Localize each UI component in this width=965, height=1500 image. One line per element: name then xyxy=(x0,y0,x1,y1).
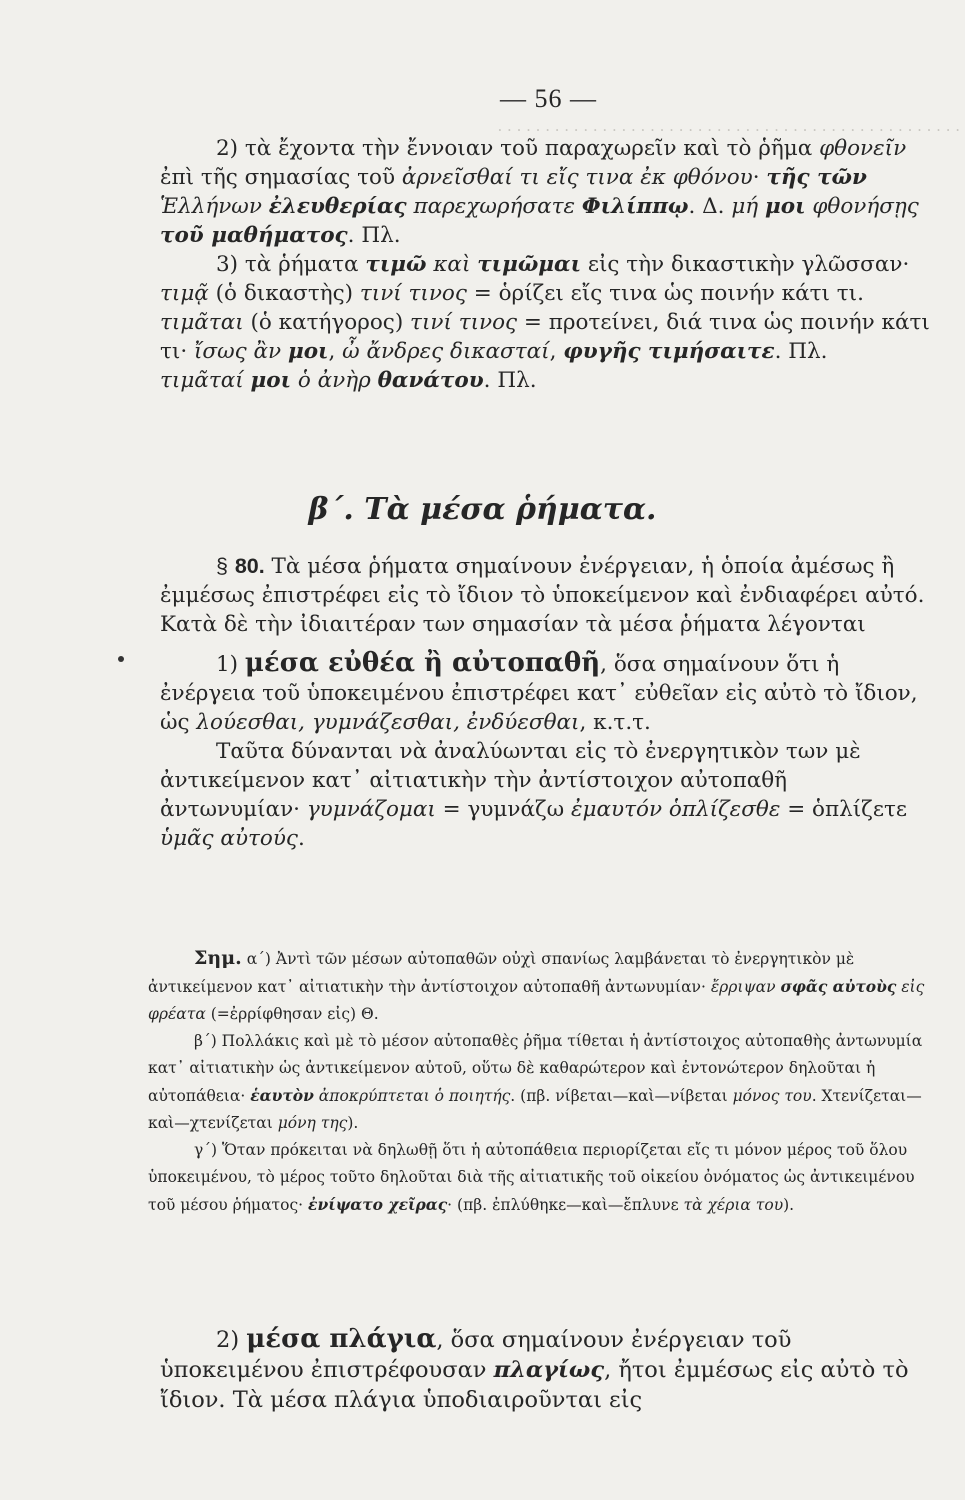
text-run: · (πβ. ἐπλύθηκε—καὶ—ἔπλυνε xyxy=(447,1196,684,1214)
text-run: = ὁπλίζετε xyxy=(780,797,907,822)
text-run: ἴσως ἂν xyxy=(194,339,282,364)
text-run: · xyxy=(752,165,767,190)
text-block-top xyxy=(160,134,930,395)
text-run: (ὁ δικαστὴς) xyxy=(208,281,360,306)
text-run: 3) τὰ ῥήματα xyxy=(216,252,366,277)
text-run: . Δ. xyxy=(688,194,732,219)
text-run: . Χτενίζεται—καὶ—χτενίζεται xyxy=(148,1087,922,1132)
text-run xyxy=(662,797,669,822)
text-run: καὶ xyxy=(426,252,478,277)
definition-tima xyxy=(160,279,930,308)
text-run: μόνη της xyxy=(277,1114,348,1132)
text-run: ). xyxy=(347,1114,359,1132)
paragraph-80 xyxy=(160,552,930,639)
text-run: γυμνάζομαι xyxy=(306,797,436,822)
text-run: εἰς τὴν δικαστικὴν γλῶσσαν· xyxy=(580,252,910,277)
text-run: πλαγίως xyxy=(493,1357,605,1383)
text-run: . Πλ. xyxy=(483,368,537,393)
paragraph-mesa-plagia xyxy=(160,1324,930,1415)
text-run: , ἤτοι ἐμμέσως εἰς αὐτὸ τὸ ἴδιον. Τὰ μέσα πλάγια ὑποδιαιροῦνται εἰς xyxy=(160,1357,909,1413)
text-run: τινί τινος xyxy=(410,310,518,335)
paragraph-analysis xyxy=(160,737,930,853)
margin-dot xyxy=(118,656,124,662)
text-run: ὦ ἄνδρες δικασταί xyxy=(342,339,550,364)
text-run xyxy=(244,368,251,393)
page-number: — 56 — xyxy=(500,84,597,113)
text-run: = προτείνει, διά τινα ὡς ποινήν κάτι τι· xyxy=(160,310,930,364)
text-run: μή xyxy=(731,194,759,219)
note-label: Σημ. xyxy=(194,947,242,969)
text-run: . (πβ. νίβεται—καὶ—νίβεται xyxy=(510,1087,733,1105)
text-run: τὰ χέρια του xyxy=(683,1196,784,1214)
note-beta xyxy=(148,1028,928,1137)
text-run: σφᾶς αὐτοὺς xyxy=(780,977,897,996)
text-run: . Πλ. xyxy=(774,339,828,364)
text-run: ὁ ἀνὴρ xyxy=(297,368,371,393)
text-run: ὑμᾶς αὐτούς xyxy=(160,826,298,851)
text-run: τιμῶμαι xyxy=(477,252,581,277)
text-run: τοῦ μαθήματος xyxy=(160,223,348,248)
text-run: α΄) Ἀντὶ τῶν μέσων αὐτοπαθῶν οὐχὶ σπανίως λαμβάνεται τὸ ἐνεργητικὸν μὲ ἀντικείμενον κατ᾽ αἰτιατικὴν τὴν ἀντίστοιχον αὐτοπαθῆ ἀντωνυμίαν· xyxy=(148,950,855,996)
text-run: λούεσθαι, γυμνάζεσθαι, ἐνδύεσθαι xyxy=(196,710,580,735)
section-number: 80. xyxy=(234,554,265,578)
text-run: ὁπλίζεσθε xyxy=(668,797,781,822)
text-run: (=ἐρρίφθησαν εἰς) Θ. xyxy=(205,1005,379,1023)
text-run: φθονεῖν xyxy=(819,136,907,161)
text-run: . xyxy=(297,826,305,851)
notes-block xyxy=(148,945,928,1219)
paragraph-3 xyxy=(160,250,930,279)
text-run: 2) τὰ ἔχοντα τὴν ἔννοιαν τοῦ παραχωρεῖν καὶ τὸ ῥῆμα xyxy=(216,136,820,161)
text-run: ἐμαυτόν xyxy=(571,797,663,822)
text-run: γ΄) Ὅταν πρόκειται νὰ δηλωθῇ ὅτι ἡ αὐτοπάθεια περιορίζεται εἴς τι μόνον μέρος τοῦ ὅλου ὑποκειμένου, τὸ μέρος τοῦτο δηλοῦται διὰ τῆς αἰτιατικῆς τοῦ οἰκείου ὀνόματος ὡς ἀντικειμένου τοῦ μέσου ῥήματος· xyxy=(148,1141,915,1214)
text-run: , ὅσα σημαίνουν ὅτι ἡ ἐνέργεια τοῦ ὑποκειμένου ἐπιστρέφει κατ᾽ εὐθεῖαν εἰς αὐτὸ τὸ ἴδιον, ὡς xyxy=(160,652,918,735)
section-symbol: § xyxy=(216,554,228,578)
text-run: τιμᾷ xyxy=(160,281,209,306)
text-run: τιμᾶταί xyxy=(160,368,244,393)
example-thanatou xyxy=(160,366,930,395)
text-run: τιμᾶται xyxy=(160,310,244,335)
text-run: ἑαυτὸν xyxy=(250,1086,314,1105)
text-run: παρεχωρήσατε xyxy=(413,194,576,219)
text-run: . Πλ. xyxy=(347,223,401,248)
text-run: τῆς τῶν xyxy=(766,165,867,190)
text-run: Ταῦτα δύνανται νὰ ἀναλύωνται εἰς τὸ ἐνεργητικὸν των μὲ ἀντικείμενον κατ᾽ αἰτιατικὴν τὴν ἀντίστοιχον αὐτοπαθῆ ἀντωνυμίαν· xyxy=(160,739,861,822)
text-run: φυγῆς τιμήσαιτε xyxy=(563,339,775,364)
text-run xyxy=(575,194,582,219)
section-80 xyxy=(160,552,930,853)
text-run: εἰς φρέατα xyxy=(148,978,925,1023)
text-run: ἔρριψαν xyxy=(710,978,776,996)
note-gamma xyxy=(148,1137,928,1219)
text-run: (ὁ κατήγορος) xyxy=(243,310,411,335)
text-run: ἀρνεῖσθαί τι εἴς τινα ἐκ φθόνου xyxy=(401,165,753,190)
text-run: τιμῶ xyxy=(365,252,427,277)
text-run: τινί τινος xyxy=(359,281,467,306)
term-bold: μέσα εὐθέα ἢ αὐτοπαθῆ xyxy=(244,648,601,678)
text-run: = ὁρίζει εἴς τινα ὡς ποινήν κάτι τι. xyxy=(466,281,864,306)
text-run: μοι xyxy=(765,194,806,219)
text-run: ). xyxy=(783,1196,795,1214)
section-heading: β΄. Τὰ μέσα ῥήματα. xyxy=(308,492,657,527)
text-run xyxy=(281,339,288,364)
text-run: = γυμνάζω xyxy=(435,797,572,822)
text-run: β΄) Πολλάκις καὶ μὲ τὸ μέσον αὐτοπαθὲς ῥῆμα τίθεται ἡ ἀντίστοιχος αὐτοπαθὴς ἀντωνυμία κατ᾽ αἰτιατικὴν ὡς ἀντικείμενον αὐτοῦ, οὕτω δὲ καθαρώτερον καὶ ἐντονώτερον δηλοῦται ἡ αὐτοπάθεια· xyxy=(148,1032,923,1105)
term-bold: μέσα πλάγια xyxy=(246,1324,437,1354)
text-run: θανάτου xyxy=(377,368,484,393)
text-run xyxy=(291,368,298,393)
text-run: Ἑλλήνων xyxy=(160,194,262,219)
text-run: μόνος του xyxy=(732,1087,812,1105)
note-alpha xyxy=(148,945,928,1028)
text-run: Τὰ μέσα ῥήματα σημαίνουν ἐνέργειαν, ἡ ὁποία ἀμέσως ἢ ἐμμέσως ἐπιστρέφει εἰς τὸ ἴδιον τὸ ὑποκείμενον καὶ ἐνδιαφέρει αὐτό. Κατὰ δὲ τὴν ἰδιαιτέραν των σημασίαν τὰ μέσα ῥήματα λέγονται xyxy=(160,554,925,637)
text-run: ἐλευθερίας xyxy=(268,194,407,219)
text-run: ἐπὶ τῆς σημασίας τοῦ xyxy=(160,165,402,190)
text-run: μοι xyxy=(250,368,291,393)
text-run: φθονήσῃς xyxy=(812,194,919,219)
paragraph-2 xyxy=(160,134,930,250)
text-run: , xyxy=(328,339,343,364)
definition-timatai xyxy=(160,308,930,366)
text-run: 2) xyxy=(216,1327,247,1353)
text-run xyxy=(758,194,765,219)
text-run: ἐνίψατο χεῖρας xyxy=(308,1195,448,1214)
paragraph-plagia xyxy=(160,1324,930,1415)
text-run: Φιλίππῳ xyxy=(581,194,689,219)
bleed-through-text: · · · · · · · · · · · · · · · · · · · · · · · · · · · · · · · · · · · · · · · · · · · · · · · · · xyxy=(497,121,960,139)
text-run xyxy=(262,194,269,219)
text-run: 1) xyxy=(216,652,245,677)
text-run: , κ.τ.τ. xyxy=(579,710,651,735)
text-run xyxy=(371,368,378,393)
text-run: , ὅσα σημαίνουν ἐνέργειαν τοῦ ὑποκειμένου ἐπιστρέφουσαν xyxy=(160,1327,792,1383)
text-run: , xyxy=(549,339,564,364)
text-run: ἀποκρύπτεται ὁ ποιητής xyxy=(318,1087,511,1105)
text-run: μοι xyxy=(287,339,329,364)
paragraph-autopathi xyxy=(160,649,930,737)
